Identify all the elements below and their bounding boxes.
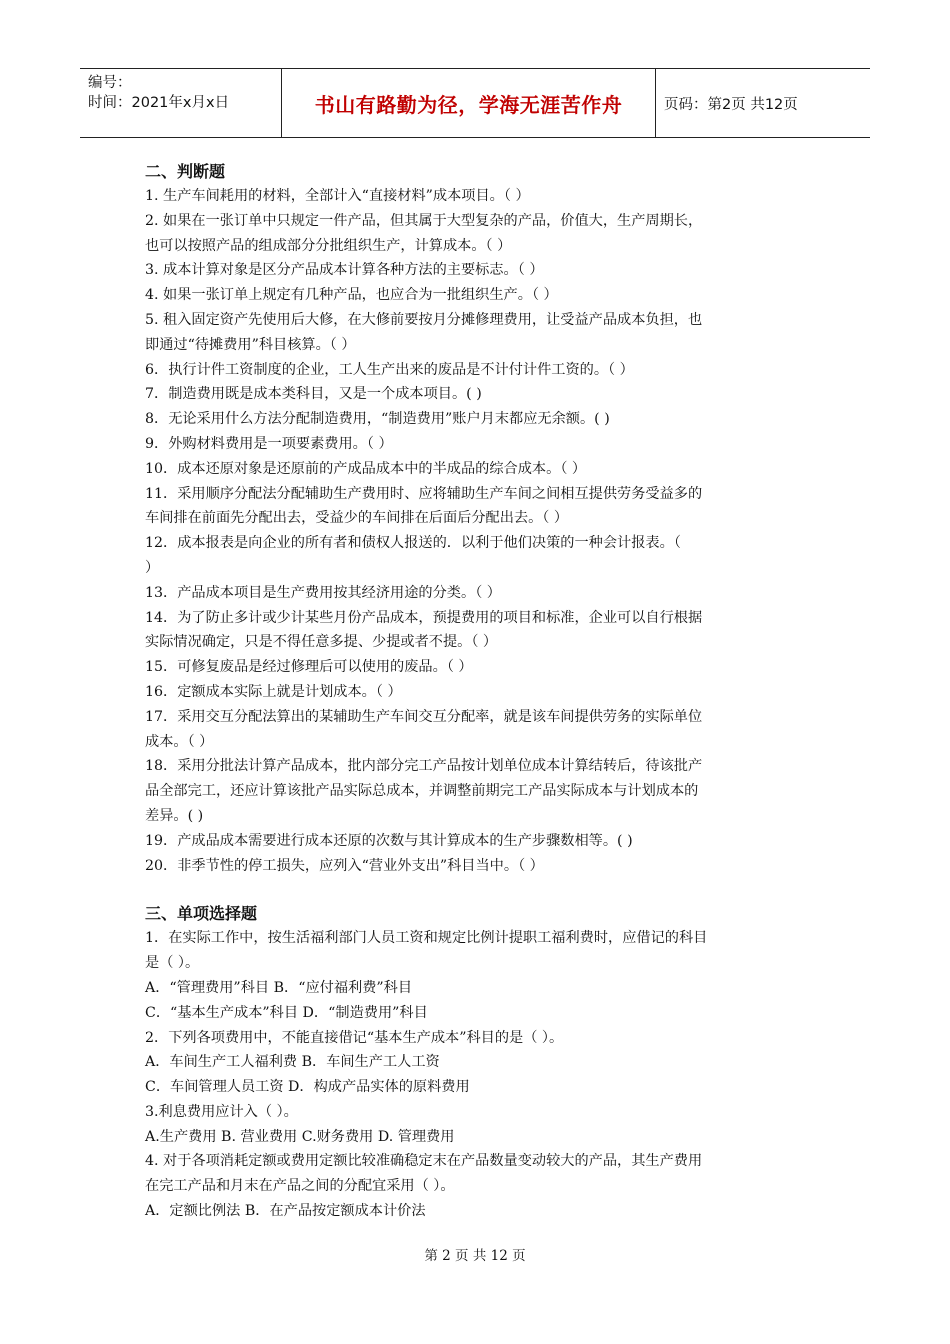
question-line: 是（ ）。: [145, 955, 200, 972]
question-line: 3.利息费用应计入（ ）。: [145, 1103, 298, 1120]
question-line: 19．产成品成本需要进行成本还原的次数与其计算成本的生产步骤数相等。( ): [145, 832, 633, 849]
header-page-info: 页码：第2页 共12页: [664, 96, 798, 113]
question-line: 4. 对于各项消耗定额或费用定额比较准确稳定末在产品数量变动较大的产品，其生产费用: [145, 1153, 703, 1170]
question-line: 车间排在前面先分配出去，受益少的车间排在后面后分配出去。（ ）: [145, 510, 569, 527]
document-number-label: 编号：: [88, 75, 132, 91]
question-line: 7．制造费用既是成本类科目，又是一个成本项目。( ): [145, 386, 482, 403]
document-body: [145, 160, 813, 1224]
question-line: 8．无论采用什么方法分配制造费用，“制造费用”账户月末都应无余额。( ): [145, 411, 610, 428]
page-header: [80, 68, 870, 138]
question-line: A.生产费用 B. 营业费用 C.财务费用 D. 管理费用: [145, 1128, 455, 1145]
question-line: 13．产品成本项目是生产费用按其经济用途的分类。（ ）: [145, 584, 501, 601]
question-line: 1．在实际工作中，按生活福利部门人员工资和规定比例计提职工福利费时，应借记的科目: [145, 930, 708, 947]
header-motto: 书山有路勤为径，学海无涯苦作舟: [314, 92, 623, 117]
question-line: A．定额比例法 B．在产品按定额成本计价法: [145, 1203, 426, 1220]
question-line: 品全部完工，还应计算该批产品实际总成本，并调整前期完工产品实际成本与计划成本的: [145, 783, 699, 800]
question-line: ）: [145, 559, 160, 576]
question-line: 20．非季节性的停工损失，应列入“营业外支出”科目当中。（ ）: [145, 857, 544, 874]
section-title-single-choice: 三、单项选择题: [145, 904, 258, 924]
header-page-cell: [656, 69, 870, 137]
question-line: 4. 如果一张订单上规定有几种产品，也应合为一批组织生产。（ ）: [145, 287, 558, 304]
question-line: 14．为了防止多计或少计某些月份产品成本，预提费用的项目和标准，企业可以自行根据: [145, 609, 703, 626]
question-line: 18．采用分批法计算产品成本，批内部分完工产品按计划单位成本计算结转后，待该批产: [145, 758, 703, 775]
question-line: 2．下列各项费用中，不能直接借记“基本生产成本”科目的是（ ）。: [145, 1029, 564, 1046]
section-spacer: [145, 878, 813, 902]
question-line: 差异。( ): [145, 807, 204, 824]
question-line: A．车间生产工人福利费 B．车间生产工人工资: [145, 1054, 440, 1071]
true-false-questions: [145, 184, 813, 878]
question-line: 15．可修复废品是经过修理后可以使用的废品。（ ）: [145, 659, 473, 676]
single-choice-questions: [145, 926, 813, 1224]
question-line: 2. 如果在一张订单中只规定一件产品，但其属于大型复杂的产品，价值大，生产周期长，: [145, 212, 703, 229]
question-line: C．“基本生产成本”科目 D．“制造费用”科目: [145, 1004, 428, 1021]
question-line: C．车间管理人员工资 D．构成产品实体的原料费用: [145, 1079, 470, 1096]
question-line: 实际情况确定，只是不得任意多提、少提或者不提。（ ）: [145, 634, 498, 651]
header-meta: [80, 69, 282, 137]
question-line: 成本。（ ）: [145, 733, 214, 750]
question-line: 12．成本报表是向企业的所有者和债权人报送的．以利于他们决策的一种会计报表。（: [145, 535, 681, 552]
page-footer: 第 2 页 共 12 页: [424, 1248, 526, 1264]
question-line: 17．采用交互分配法算出的某辅助生产车间交互分配率，就是该车间提供劳务的实际单位: [145, 708, 703, 725]
question-line: 也可以按照产品的组成部分分批组织生产，计算成本。（ ）: [145, 237, 512, 254]
question-line: 在完工产品和月末在产品之间的分配宜采用（ ）。: [145, 1178, 455, 1195]
question-line: 9．外购材料费用是一项要素费用。（ ）: [145, 435, 393, 452]
question-line: 16．定额成本实际上就是计划成本。（ ）: [145, 683, 402, 700]
question-line: 5. 租入固定资产先使用后大修，在大修前要按月分摊修理费用，让受益产品成本负担，也: [145, 311, 703, 328]
question-line: 10．成本还原对象是还原前的产成品成本中的半成品的综合成本。（ ）: [145, 460, 587, 477]
question-line: 即通过“待摊费用”科目核算。（ ）: [145, 336, 356, 353]
question-line: 6．执行计件工资制度的企业，工人生产出来的废品是不计付计件工资的。（ ）: [145, 361, 634, 378]
question-line: A．“管理费用”科目 B．“应付福利费”科目: [145, 979, 413, 996]
question-line: 1. 生产车间耗用的材料，全部计入“直接材料”成本项目。（ ）: [145, 188, 530, 204]
section-title-true-false: 二、判断题: [145, 162, 226, 181]
header-motto-cell: [282, 69, 656, 137]
question-line: 3. 成本计算对象是区分产品成本计算各种方法的主要标志。（ ）: [145, 262, 544, 279]
document-date-label: 时间：2021年x月x日: [88, 95, 230, 111]
question-line: 11．采用顺序分配法分配辅助生产费用时、应将辅助生产车间之间相互提供劳务受益多的: [145, 485, 703, 502]
